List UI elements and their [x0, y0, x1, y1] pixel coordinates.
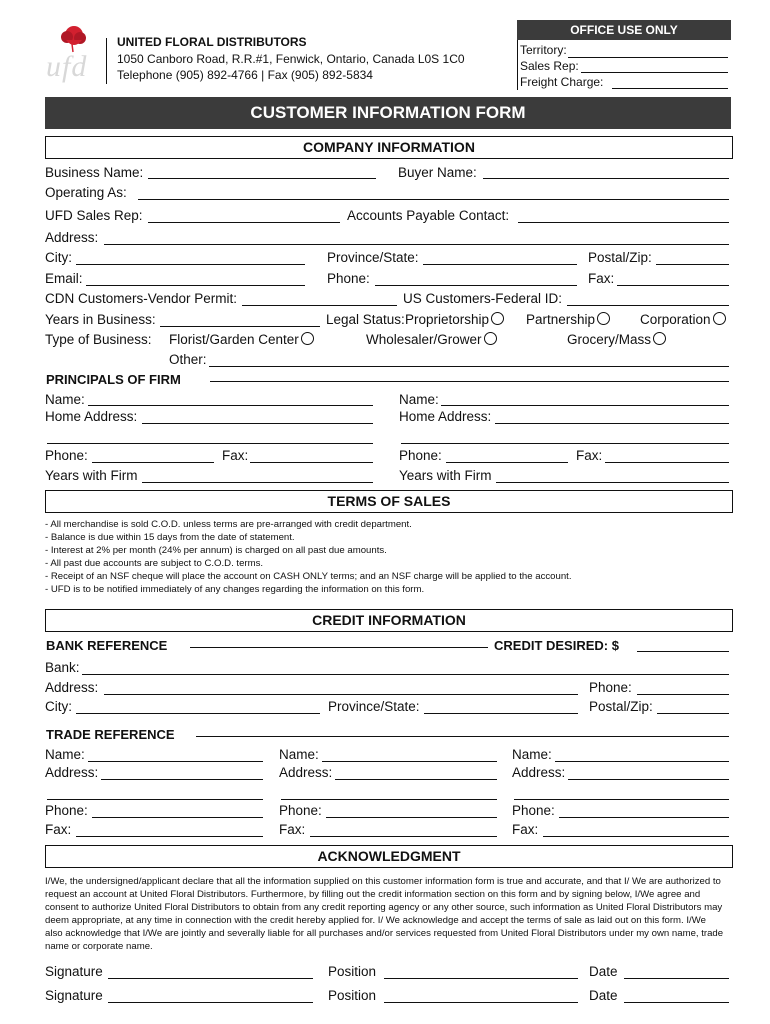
- province-label: Province/State:: [327, 250, 419, 265]
- terms-item: - Balance is due within 15 days from the date of statement.: [45, 532, 295, 543]
- company-info-heading: COMPANY INFORMATION: [45, 136, 733, 159]
- bank-label: Bank:: [45, 660, 80, 675]
- principal1-name-label: Name:: [45, 392, 85, 407]
- trade3-name-field[interactable]: [555, 761, 729, 762]
- trade1-name-label: Name:: [45, 747, 85, 762]
- partnership-option[interactable]: Partnership: [526, 312, 610, 327]
- corporation-option[interactable]: Corporation: [640, 312, 726, 327]
- address-field[interactable]: [104, 244, 729, 245]
- email-field[interactable]: [86, 285, 305, 286]
- trade2-fax-field[interactable]: [310, 836, 497, 837]
- trade2-phone-label: Phone:: [279, 803, 322, 818]
- territory-field[interactable]: [568, 57, 728, 58]
- principals-heading: PRINCIPALS OF FIRM: [46, 372, 181, 387]
- trade-reference-heading: TRADE REFERENCE: [46, 727, 175, 742]
- legal-status-label: Legal Status:: [326, 312, 405, 327]
- bank-province-field[interactable]: [424, 713, 578, 714]
- trade3-phone-field[interactable]: [559, 817, 729, 818]
- header-divider: [106, 38, 107, 84]
- other-label: Other:: [169, 352, 207, 367]
- principal2-fax-field[interactable]: [605, 462, 729, 463]
- trade1-address-label: Address:: [45, 765, 99, 780]
- ap-contact-label: Accounts Payable Contact:: [347, 208, 510, 223]
- bank-phone-field[interactable]: [637, 694, 729, 695]
- credit-desired-field[interactable]: [637, 651, 729, 652]
- type-of-business-label: Type of Business:: [45, 332, 152, 347]
- principal1-fax-label: Fax:: [222, 448, 249, 463]
- principal1-years-label: Years with Firm: [45, 468, 138, 483]
- phone-label: Phone:: [327, 271, 370, 286]
- cdn-permit-field[interactable]: [242, 305, 397, 306]
- office-use-title: OFFICE USE ONLY: [570, 23, 678, 37]
- bank-field[interactable]: [82, 674, 729, 675]
- acknowledgment-heading: ACKNOWLEDGMENT: [45, 845, 733, 868]
- trade2-fax-label: Fax:: [279, 822, 306, 837]
- trade1-fax-label: Fax:: [45, 822, 72, 837]
- freight-label: Freight Charge:: [520, 75, 604, 89]
- terms-item: - Receipt of an NSF cheque will place the account on CASH ONLY terms; and an NSF charge will be applied to the account.: [45, 571, 572, 582]
- phone-field[interactable]: [375, 285, 577, 286]
- principal2-years-label: Years with Firm: [399, 468, 492, 483]
- trade2-name-label: Name:: [279, 747, 319, 762]
- office-use-header: [517, 20, 731, 40]
- principal2-phone-field[interactable]: [446, 462, 568, 463]
- signature2-label: Signature: [45, 988, 103, 1003]
- signature1-field[interactable]: [108, 978, 313, 979]
- company-address: 1050 Canboro Road, R.R.#1, Fenwick, Ontario, Canada L0S 1C0: [117, 52, 465, 66]
- business-name-label: Business Name:: [45, 165, 144, 180]
- trade3-address-line2[interactable]: [514, 799, 729, 800]
- bank-reference-rule: [190, 647, 488, 648]
- credit-desired-label: CREDIT DESIRED: $: [494, 638, 619, 653]
- signature2-field[interactable]: [108, 1002, 313, 1003]
- trade1-phone-field[interactable]: [92, 817, 263, 818]
- date2-field[interactable]: [624, 1002, 729, 1003]
- trade1-address-line2[interactable]: [47, 799, 263, 800]
- ufd-sales-rep-field[interactable]: [148, 222, 340, 223]
- other-field[interactable]: [209, 366, 729, 367]
- sales-rep-label: Sales Rep:: [520, 59, 579, 73]
- years-field[interactable]: [160, 326, 320, 327]
- bank-postal-field[interactable]: [657, 713, 729, 714]
- us-id-label: US Customers-Federal ID:: [403, 291, 563, 306]
- principal1-address-line2[interactable]: [47, 443, 373, 444]
- principal2-home-address-label: Home Address:: [399, 409, 492, 424]
- principal1-years-field[interactable]: [142, 482, 373, 483]
- principal2-name-field[interactable]: [441, 405, 729, 406]
- trade2-address-label: Address:: [279, 765, 333, 780]
- grocery-radio[interactable]: [653, 332, 666, 345]
- principal2-address-line2[interactable]: [401, 443, 729, 444]
- us-id-field[interactable]: [567, 305, 729, 306]
- logo-text: ufd: [46, 50, 88, 83]
- position1-field[interactable]: [384, 978, 578, 979]
- principal2-phone-label: Phone:: [399, 448, 442, 463]
- terms-list: [45, 518, 735, 596]
- position2-field[interactable]: [384, 1002, 578, 1003]
- trade3-fax-field[interactable]: [543, 836, 729, 837]
- partnership-radio[interactable]: [597, 312, 610, 325]
- sales-rep-field[interactable]: [581, 72, 728, 73]
- proprietorship-radio[interactable]: [491, 312, 504, 325]
- principal2-name-label: Name:: [399, 392, 439, 407]
- email-label: Email:: [45, 271, 83, 286]
- years-label: Years in Business:: [45, 312, 156, 327]
- trade3-fax-label: Fax:: [512, 822, 539, 837]
- position2-label: Position: [328, 988, 377, 1003]
- terms-item: - UFD is to be notified immediately of any changes regarding the information on this form.: [45, 584, 425, 595]
- bank-postal-label: Postal/Zip:: [589, 699, 653, 714]
- principals-rule: [210, 381, 729, 382]
- buyer-name-label: Buyer Name:: [398, 165, 477, 180]
- wholesaler-radio[interactable]: [484, 332, 497, 345]
- ufd-sales-rep-label: UFD Sales Rep:: [45, 208, 143, 223]
- principal1-name-field[interactable]: [88, 405, 373, 406]
- bank-address-label: Address:: [45, 680, 99, 695]
- trade-reference-rule: [196, 736, 729, 737]
- trade3-name-label: Name:: [512, 747, 552, 762]
- company-contact: Telephone (905) 892-4766 | Fax (905) 892-5834: [117, 68, 373, 82]
- date1-field[interactable]: [624, 978, 729, 979]
- date2-label: Date: [589, 988, 618, 1003]
- grocery-option[interactable]: Grocery/Mass: [567, 332, 666, 347]
- principal1-phone-label: Phone:: [45, 448, 88, 463]
- trade2-name-field[interactable]: [322, 761, 497, 762]
- bank-phone-label: Phone:: [589, 680, 632, 695]
- trade1-name-field[interactable]: [88, 761, 263, 762]
- operating-as-field[interactable]: [138, 199, 729, 200]
- bank-city-label: City:: [45, 699, 72, 714]
- trade1-phone-label: Phone:: [45, 803, 88, 818]
- trade1-address-field[interactable]: [101, 779, 263, 780]
- postal-field[interactable]: [656, 264, 729, 265]
- trade1-fax-field[interactable]: [76, 836, 263, 837]
- terms-item: - Interest at 2% per month (24% per annum) is charged on all past due amounts.: [45, 545, 387, 556]
- position1-label: Position: [328, 964, 377, 979]
- signature1-label: Signature: [45, 964, 103, 979]
- terms-item: - All merchandise is sold C.O.D. unless terms are pre-arranged with credit department.: [45, 519, 412, 530]
- principal2-fax-label: Fax:: [576, 448, 603, 463]
- wholesaler-option[interactable]: Wholesaler/Grower: [366, 332, 497, 347]
- form-title: CUSTOMER INFORMATION FORM: [250, 103, 526, 122]
- acknowledgment-text: I/We, the undersigned/applicant declare that all the information supplied on this customer information form is true and accurate, and that I/ We are authorized to request an account at United Floral Distributors. Furthermore, by filling out the credit information section on this form and by signing below, I/We agree and consent to authorize United Floral Distributors to obtain from any credit reporting agency or any other source, such information as United Floral Distributors may deem appropriate, at any time in connection with the credit hereby applied for. I/ We acknowledge and accept the terms of sale as laid out on this form. I/We also acknowledge that I/We are jointly and severally liable for all purchases and/or services requested from United Floral Distributors under my own name, trade name or corporate name.: [45, 876, 724, 952]
- ap-contact-field[interactable]: [518, 222, 729, 223]
- principal2-years-field[interactable]: [496, 482, 729, 483]
- form-title-bar: [45, 97, 731, 129]
- bank-province-label: Province/State:: [328, 699, 420, 714]
- florist-radio[interactable]: [301, 332, 314, 345]
- principal1-home-address-field[interactable]: [142, 423, 373, 424]
- address-label: Address:: [45, 230, 99, 245]
- province-field[interactable]: [423, 264, 577, 265]
- company-name: UNITED FLORAL DISTRIBUTORS: [117, 35, 307, 49]
- city-field[interactable]: [76, 264, 305, 265]
- principal1-phone-field[interactable]: [92, 462, 214, 463]
- postal-label: Postal/Zip:: [588, 250, 652, 265]
- trade2-phone-field[interactable]: [326, 817, 497, 818]
- operating-as-label: Operating As:: [45, 185, 127, 200]
- corporation-radio[interactable]: [713, 312, 726, 325]
- principal1-home-address-label: Home Address:: [45, 409, 138, 424]
- terms-heading: TERMS OF SALES: [45, 490, 733, 513]
- bank-reference-heading: BANK REFERENCE: [46, 638, 168, 653]
- trade3-address-field[interactable]: [568, 779, 729, 780]
- trade2-address-line2[interactable]: [281, 799, 497, 800]
- fax-label: Fax:: [588, 271, 615, 286]
- date1-label: Date: [589, 964, 618, 979]
- terms-item: - All past due accounts are subject to C.O.D. terms.: [45, 558, 264, 569]
- trade2-address-field[interactable]: [335, 779, 497, 780]
- florist-option[interactable]: Florist/Garden Center: [169, 332, 314, 347]
- city-label: City:: [45, 250, 72, 265]
- company-logo: [42, 22, 102, 84]
- buyer-name-field[interactable]: [483, 178, 729, 179]
- territory-label: Territory:: [520, 43, 567, 57]
- trade3-phone-label: Phone:: [512, 803, 555, 818]
- freight-field[interactable]: [612, 88, 728, 89]
- principal2-home-address-field[interactable]: [495, 423, 729, 424]
- bank-address-field[interactable]: [104, 694, 578, 695]
- fax-field[interactable]: [617, 285, 729, 286]
- cdn-permit-label: CDN Customers-Vendor Permit:: [45, 291, 238, 306]
- business-name-field[interactable]: [148, 178, 376, 179]
- proprietorship-option[interactable]: Proprietorship: [405, 312, 504, 327]
- credit-info-heading: CREDIT INFORMATION: [45, 609, 733, 632]
- principal1-fax-field[interactable]: [250, 462, 373, 463]
- bank-city-field[interactable]: [76, 713, 320, 714]
- trade3-address-label: Address:: [512, 765, 566, 780]
